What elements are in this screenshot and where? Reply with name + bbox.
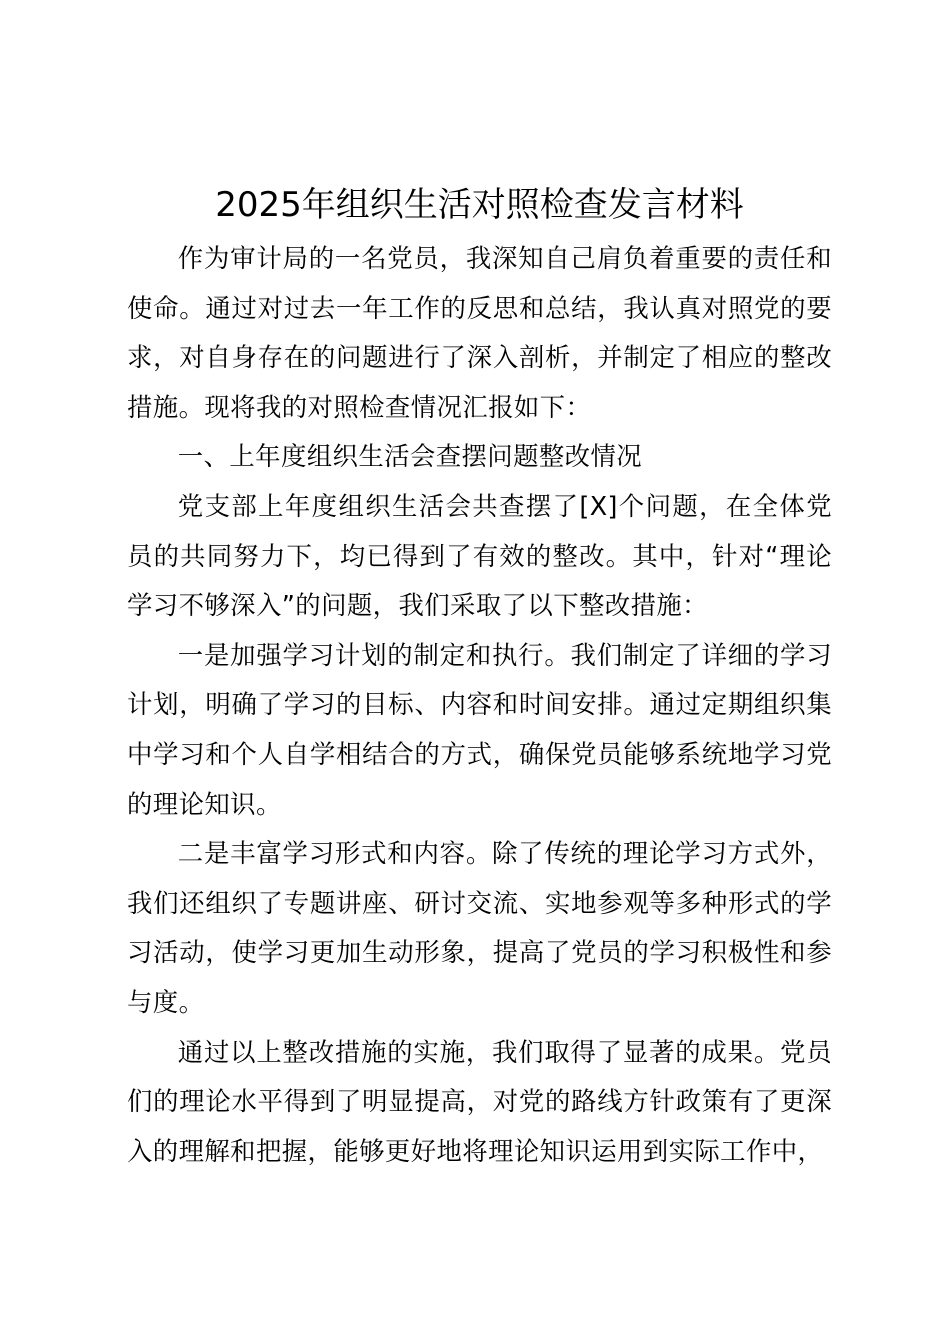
paragraph-problems: 党支部上年度组织生活会共查摆了[X]个问题，在全体党员的共同努力下，均已得到了有效的整改。其中，针对“理论学习不够深入”的问题，我们采取了以下整改措施： bbox=[127, 490, 832, 621]
paragraph-intro: 作为审计局的一名党员，我深知自己肩负着重要的责任和使命。通过对过去一年工作的反思和总结，我认真对照党的要求，对自身存在的问题进行了深入剖析，并制定了相应的整改措施。现将我的对照检查情况汇报如下： bbox=[127, 243, 832, 422]
paragraph-measure-1: 一是加强学习计划的制定和执行。我们制定了详细的学习计划，明确了学习的目标、内容和时间安排。通过定期组织集中学习和个人自学相结合的方式，确保党员能够系统地学习党的理论知识。 bbox=[127, 639, 832, 819]
paragraph-results: 通过以上整改措施的实施，我们取得了显著的成果。党员们的理论水平得到了明显提高，对党的路线方针政策有了更深入的理解和把握，能够更好地将理论知识运用到实际工作中， bbox=[127, 1036, 832, 1166]
document-title: 2025年组织生活对照检查发言材料 bbox=[215, 185, 744, 225]
document-body bbox=[127, 183, 832, 1176]
paragraph-measure-2: 二是丰富学习形式和内容。除了传统的理论学习方式外，我们还组织了专题讲座、研讨交流、实地参观等多种形式的学习活动，使学习更加生动形象，提高了党员的学习积极性和参与度。 bbox=[127, 838, 832, 1017]
section-heading-1: 一、上年度组织生活会查摆问题整改情况 bbox=[177, 441, 643, 472]
